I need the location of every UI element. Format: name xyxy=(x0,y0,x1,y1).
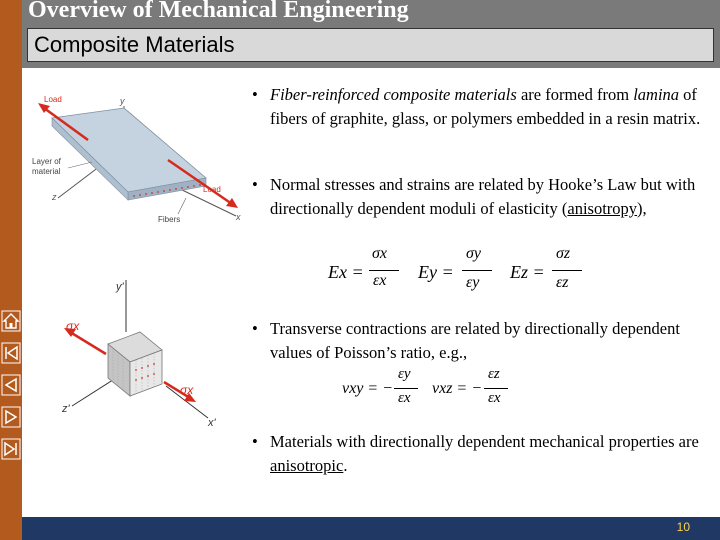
course-title: Overview of Mechanical Engineering xyxy=(28,0,409,23)
layer-label-2: material xyxy=(32,167,61,176)
eq-nxz-lhs: νxz = − xyxy=(432,380,483,397)
axis-z-label: z xyxy=(52,192,57,202)
load-right-label: Load xyxy=(203,185,221,194)
section-title: Composite Materials xyxy=(34,32,235,57)
bullet1-emphasis: Fiber-reinforced composite materials xyxy=(270,85,517,104)
eq-ex-num: σx xyxy=(372,245,387,262)
eq-nxy-num: εy xyxy=(398,366,411,382)
previous-slide-icon[interactable] xyxy=(1,374,21,396)
bullet-hookes-law: • Normal stresses and strains are related by Hooke’s Law but with directionally dependent moduli of elasticity (anisotropy), xyxy=(252,175,696,218)
bullet4-end: . xyxy=(343,456,348,475)
axis-xprime-label: x' xyxy=(208,417,216,429)
stress-element-figure xyxy=(56,270,226,430)
axis-x-label: x xyxy=(236,212,241,222)
page-number: 10 xyxy=(676,520,690,534)
eq-ey-den: εy xyxy=(466,274,480,291)
axis-y-label: y xyxy=(120,96,125,106)
eq-nxz-den: εx xyxy=(488,390,501,406)
eq-ez-num: σz xyxy=(556,245,571,262)
eq-ex-den: εx xyxy=(373,272,387,289)
bullet-fiber-reinforced: • Fiber-reinforced composite materials are formed from lamina of fibers of graphite, glass, or polymers embedded in a resin matrix. xyxy=(252,85,701,128)
last-slide-icon[interactable] xyxy=(1,438,21,460)
section-title-box xyxy=(27,28,714,62)
bullet1-emphasis-2: lamina xyxy=(633,85,680,104)
bullet1-mid: are formed from xyxy=(516,85,634,104)
footer-bar xyxy=(22,517,720,540)
bullet3-text: Transverse contractions are related by directionally dependent values of Poisson’s ratio, e.g., xyxy=(270,319,680,362)
eq-ex-lhs: Ex = xyxy=(328,262,364,282)
lamina-figure xyxy=(28,88,250,228)
sigma-bottom-label: σx xyxy=(180,383,194,397)
eq-nxy-den: εx xyxy=(398,390,411,406)
sigma-top-label: σx xyxy=(66,319,80,333)
eq-ey-num: σy xyxy=(466,245,481,262)
next-slide-icon[interactable] xyxy=(1,406,21,428)
eq-ez-den: εz xyxy=(556,274,569,291)
bullet1-end: of fibers of graphite, glass, or polymers embedded in a resin matrix. xyxy=(270,85,701,128)
bullet2-underline: anisotropy xyxy=(567,199,638,218)
eq-ey-lhs: Ey = xyxy=(418,262,454,282)
bullet-poisson: • Transverse contractions are related by directionally dependent values of Poisson’s ratio, e.g., xyxy=(252,317,702,365)
first-slide-icon[interactable] xyxy=(1,342,21,364)
bullet2-start: Normal stresses and strains are related by Hooke’s Law but with directionally dependent moduli of elasticity ( xyxy=(270,175,696,218)
eq-ez-lhs: Ez = xyxy=(510,262,545,282)
eq-nxz-num: εz xyxy=(488,366,500,382)
bullet-anisotropic: • Materials with directionally dependent mechanical properties are anisotropic. xyxy=(252,432,699,475)
axis-yprime-label: y' xyxy=(116,281,124,293)
axis-zprime-label: z' xyxy=(62,403,70,415)
bullet4-underline: anisotropic xyxy=(270,456,344,475)
fibers-label: Fibers xyxy=(158,215,181,224)
home-icon[interactable] xyxy=(1,310,21,332)
bullet4-start: Materials with directionally dependent mechanical properties are xyxy=(270,432,699,451)
load-left-label: Load xyxy=(44,95,62,104)
eq-nxy-lhs: νxy = − xyxy=(342,380,393,397)
bullet2-end: ), xyxy=(637,199,647,218)
layer-label-1: Layer of xyxy=(32,157,61,166)
